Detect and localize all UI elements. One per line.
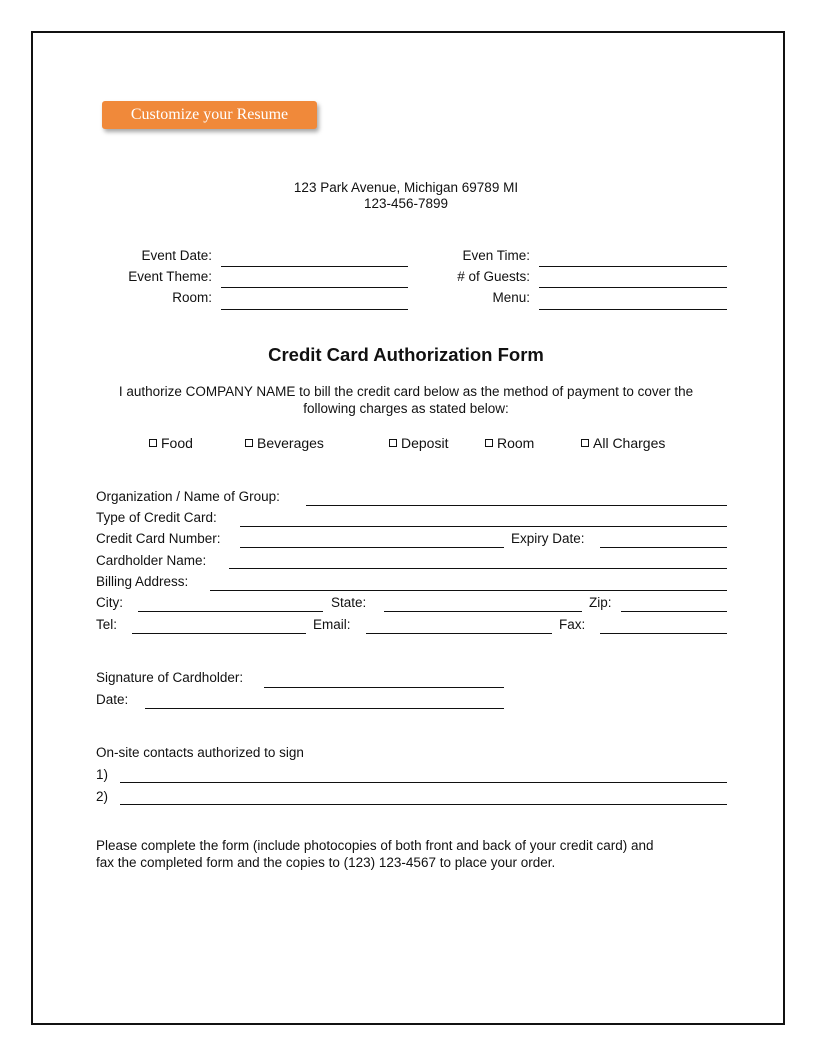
fax-field[interactable]	[600, 633, 727, 634]
contact-1-label: 1)	[96, 767, 109, 782]
address: 123 Park Avenue, Michigan 69789 MI	[293, 180, 519, 195]
event-theme-label: Event Theme:	[128, 269, 212, 284]
state-field[interactable]	[384, 611, 582, 612]
card-type-label: Type of Credit Card:	[96, 510, 217, 525]
tel-field[interactable]	[132, 633, 306, 634]
expiry-label: Expiry Date:	[511, 531, 585, 546]
cardholder-label: Cardholder Name:	[96, 553, 207, 568]
option-all-charges[interactable]	[581, 435, 665, 451]
card-number-label: Credit Card Number:	[96, 531, 221, 546]
zip-field[interactable]	[621, 611, 727, 612]
email-label: Email:	[313, 617, 351, 632]
city-field[interactable]	[138, 611, 323, 612]
contact-1-field[interactable]	[120, 782, 727, 783]
option-label: Food	[161, 435, 193, 451]
option-label: Beverages	[257, 435, 324, 451]
footer-line-2: fax the completed form and the copies to (123) 123-4567 to place your order.	[96, 855, 556, 870]
organization-label: Organization / Name of Group:	[96, 489, 280, 504]
event-time-field[interactable]	[539, 266, 727, 267]
customize-resume-button[interactable]: Customize your Resume	[102, 101, 317, 129]
authorize-line-1: I authorize COMPANY NAME to bill the credit card below as the method of payment to cover the	[118, 384, 694, 399]
checkbox-icon[interactable]	[245, 439, 253, 447]
option-label: All Charges	[593, 435, 666, 451]
room-field[interactable]	[221, 309, 408, 310]
signature-field[interactable]	[264, 687, 504, 688]
card-type-field[interactable]	[240, 526, 727, 527]
contacts-heading: On-site contacts authorized to sign	[96, 745, 304, 760]
checkbox-icon[interactable]	[389, 439, 397, 447]
footer-line-1: Please complete the form (include photocopies of both front and back of your credit card) and	[96, 838, 654, 853]
contact-2-label: 2)	[96, 789, 109, 804]
checkbox-icon[interactable]	[149, 439, 157, 447]
date-label: Date:	[96, 692, 129, 707]
checkbox-icon[interactable]	[485, 439, 493, 447]
billing-field[interactable]	[210, 590, 727, 591]
zip-label: Zip:	[589, 595, 612, 610]
guests-field[interactable]	[539, 287, 727, 288]
option-label: Deposit	[401, 435, 449, 451]
signature-label: Signature of Cardholder:	[96, 670, 244, 685]
event-date-label: Event Date:	[141, 248, 212, 263]
room-label: Room:	[172, 290, 212, 305]
billing-label: Billing Address:	[96, 574, 189, 589]
email-field[interactable]	[366, 633, 552, 634]
organization-field[interactable]	[306, 505, 727, 506]
option-room[interactable]	[485, 435, 534, 451]
event-theme-field[interactable]	[221, 287, 408, 288]
checkbox-icon[interactable]	[581, 439, 589, 447]
card-number-field[interactable]	[240, 547, 504, 548]
event-time-label: Even Time:	[462, 248, 530, 263]
menu-field[interactable]	[539, 309, 727, 310]
fax-label: Fax:	[559, 617, 586, 632]
guests-label: # of Guests:	[457, 269, 530, 284]
cardholder-field[interactable]	[229, 568, 727, 569]
option-food[interactable]	[149, 435, 193, 451]
option-deposit[interactable]	[389, 435, 448, 451]
contact-2-field[interactable]	[120, 804, 727, 805]
tel-label: Tel:	[96, 617, 118, 632]
option-label: Room	[497, 435, 535, 451]
form-title: Credit Card Authorization Form	[268, 344, 544, 365]
date-field[interactable]	[145, 708, 504, 709]
menu-label: Menu:	[492, 290, 530, 305]
event-date-field[interactable]	[221, 266, 408, 267]
option-beverages[interactable]	[245, 435, 324, 451]
phone: 123-456-7899	[363, 196, 449, 211]
expiry-field[interactable]	[600, 547, 727, 548]
city-label: City:	[96, 595, 123, 610]
state-label: State:	[331, 595, 367, 610]
authorize-line-2: following charges as stated below:	[303, 401, 509, 416]
